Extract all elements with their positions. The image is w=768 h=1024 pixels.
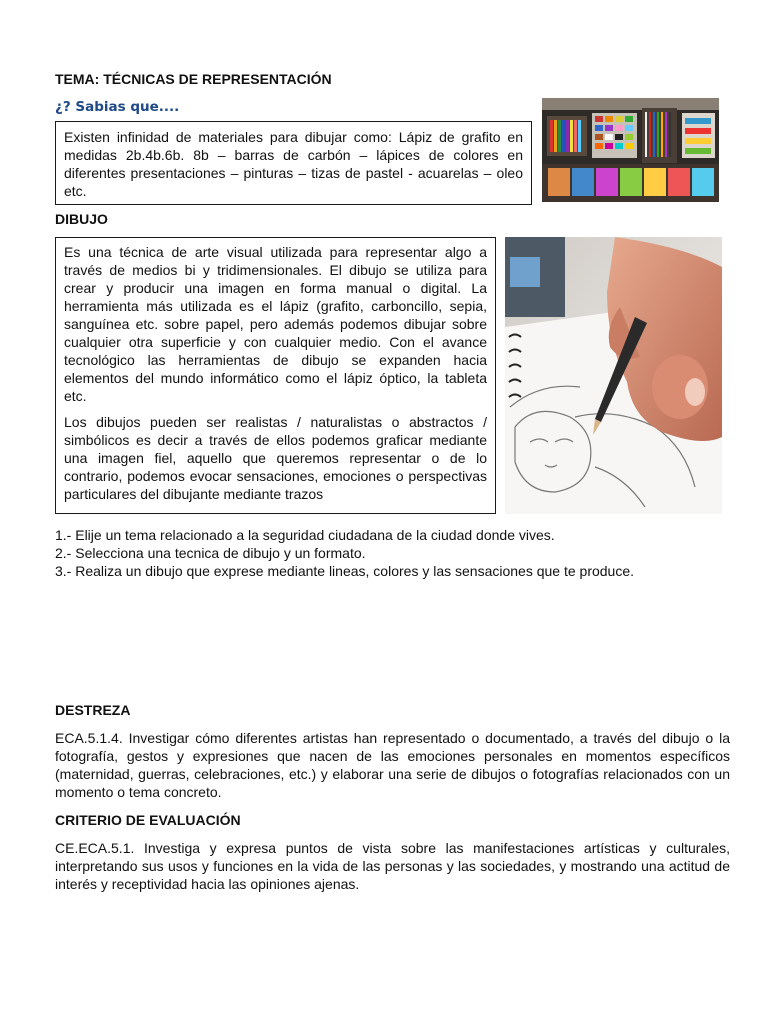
instruction-2: 2.- Selecciona una tecnica de dibujo y un formato.	[55, 545, 366, 561]
dibujo-paragraph-2: Los dibujos pueden ser realistas / naturalistas o abstractos / simbólicos es decir a través de ellos podemos graficar mediante una imagen fiel, aquello que queremos representar o de lo contrario, podemos evocar sensaciones, emociones o perspectivas particulares del dibujante mediante trazos	[64, 414, 487, 502]
sabias-que-box	[55, 121, 532, 205]
dibujo-heading: DIBUJO	[55, 211, 108, 227]
criterio-heading: CRITERIO DE EVALUACIÓN	[55, 812, 241, 828]
destreza-text: ECA.5.1.4. Investigar cómo diferentes artistas han representado o documentado, a través del dibujo o la fotografía, gestos y expresiones que nacen de las emociones personales en momentos específicos (maternidad, guerras, celebraciones, etc.) y elaborar una serie de dibujos o fotografías relacionados con un momento o tema concreto.	[55, 730, 730, 800]
dibujo-paragraph-1: Es una técnica de arte visual utilizada para representar algo a través de medios bi y tridimensionales. El dibujo se utiliza para crear y producir una imagen en forma manual o digital. La herramienta más utilizada es el lápiz (grafito, carboncillo, sepia, sanguínea etc. sobre papel, pero además podemos dibujar sobre cualquier otra superficie y con cualquier medio. Con el avance tecnológico las herramientas de dibujo se expanden hacia elementos del mundo informático como el lápiz óptico, la tableta etc.	[64, 244, 487, 404]
criterio-text: CE.ECA.5.1. Investiga y expresa puntos de vista sobre las manifestaciones artísticas y culturales, interpretando sus usos y funciones en la vida de las personas y las sociedades, y mostrando una actitud de interés y receptividad hacia las opiniones ajenas.	[55, 840, 730, 892]
instruction-1: 1.- Elije un tema relacionado a la seguridad ciudadana de la ciudad donde vives.	[55, 527, 555, 543]
page-title: TEMA: TÉCNICAS DE REPRESENTACIÓN	[55, 71, 332, 87]
art-supplies-photo	[542, 98, 719, 202]
instruction-3: 3.- Realiza un dibujo que exprese mediante lineas, colores y las sensaciones que te produce.	[55, 563, 635, 579]
hand-drawing-photo	[505, 237, 722, 514]
sabias-que-heading: ¿? Sabias que....	[55, 99, 180, 115]
destreza-heading: DESTREZA	[55, 702, 131, 718]
dibujo-box	[55, 237, 496, 514]
sabias-que-text: Existen infinidad de materiales para dibujar como: Lápiz de grafito en medidas 2b.4b.6b. 8b – barras de carbón – lápices de colores en diferentes presentaciones – pinturas – tizas de pastel - acuarelas – oleo etc.	[64, 129, 523, 199]
